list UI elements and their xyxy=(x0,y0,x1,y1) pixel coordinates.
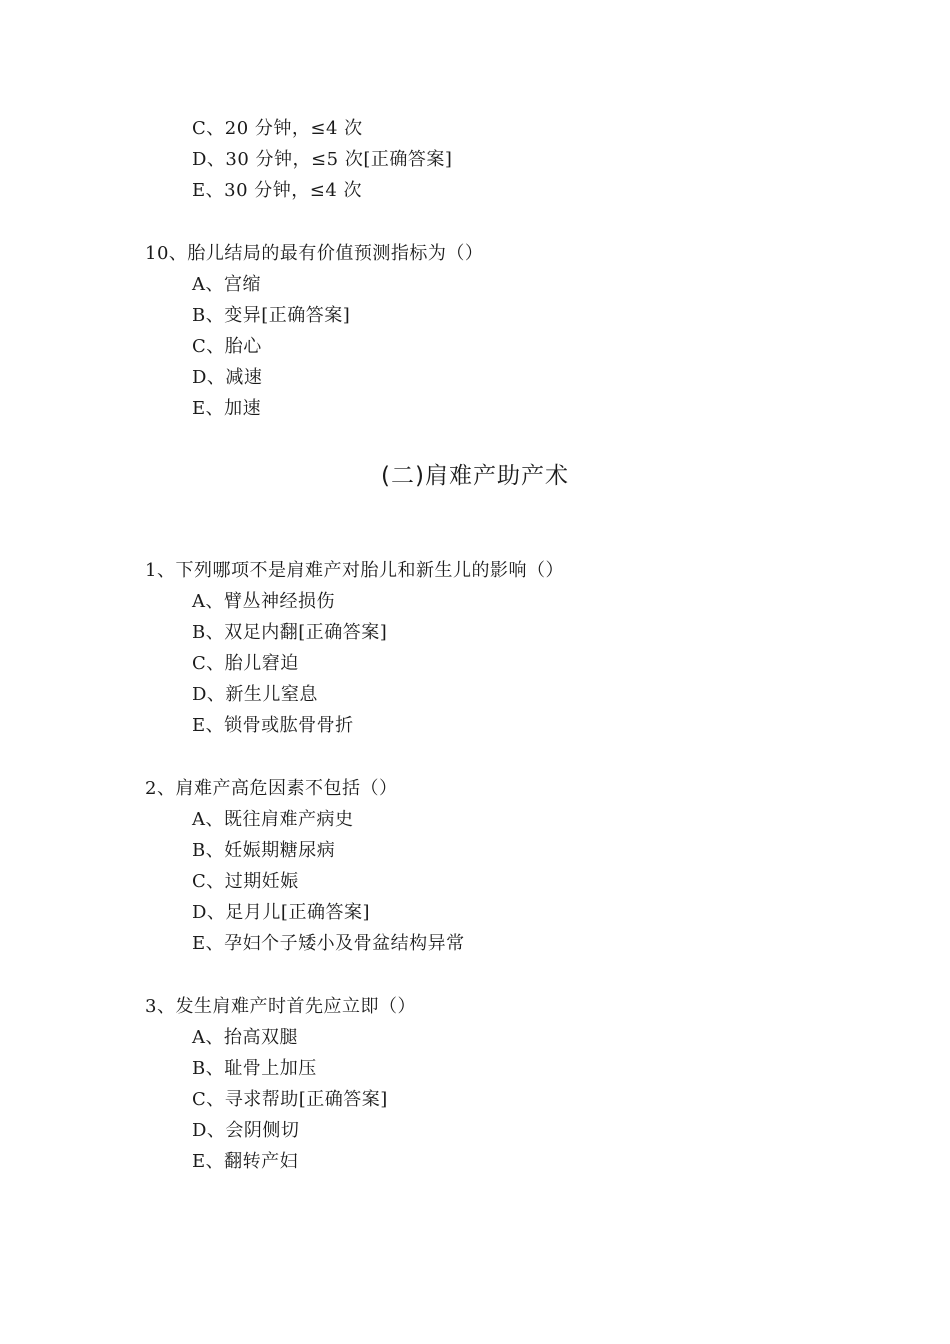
question-stem: 2、肩难产高危因素不包括（） xyxy=(145,778,398,799)
option-d: D、30 分钟，≤5 次[正确答案] xyxy=(192,149,453,170)
question-stem: 10、胎儿结局的最有价值预测指标为（） xyxy=(145,243,484,264)
option-e: E、翻转产妇 xyxy=(192,1151,299,1172)
option-c: C、寻求帮助[正确答案] xyxy=(192,1089,388,1110)
question-stem: 3、发生肩难产时首先应立即（） xyxy=(145,996,416,1017)
option-e: E、孕妇个子矮小及骨盆结构异常 xyxy=(192,933,465,954)
option-d: D、新生儿窒息 xyxy=(192,684,318,705)
option-e: E、加速 xyxy=(192,398,262,419)
option-a: A、既往肩难产病史 xyxy=(192,809,354,830)
option-d: D、减速 xyxy=(192,367,263,388)
section-title: (二)肩难产助产术 xyxy=(381,463,569,489)
option-b: B、变异[正确答案] xyxy=(192,305,351,326)
option-c: C、胎心 xyxy=(192,336,262,357)
option-c: C、过期妊娠 xyxy=(192,871,299,892)
option-b: B、耻骨上加压 xyxy=(192,1058,317,1079)
option-a: A、宫缩 xyxy=(192,274,261,295)
question-stem: 1、下列哪项不是肩难产对胎儿和新生儿的影响（） xyxy=(145,560,564,581)
option-c: C、20 分钟，≤4 次 xyxy=(192,118,363,139)
option-a: A、臂丛神经损伤 xyxy=(192,591,335,612)
option-b: B、妊娠期糖尿病 xyxy=(192,840,336,861)
option-d: D、足月儿[正确答案] xyxy=(192,902,370,923)
option-e: E、30 分钟，≤4 次 xyxy=(192,180,363,201)
option-e: E、锁骨或肱骨骨折 xyxy=(192,715,354,736)
option-d: D、会阴侧切 xyxy=(192,1120,300,1141)
option-c: C、胎儿窘迫 xyxy=(192,653,299,674)
option-b: B、双足内翻[正确答案] xyxy=(192,622,388,643)
option-a: A、抬高双腿 xyxy=(192,1027,298,1048)
